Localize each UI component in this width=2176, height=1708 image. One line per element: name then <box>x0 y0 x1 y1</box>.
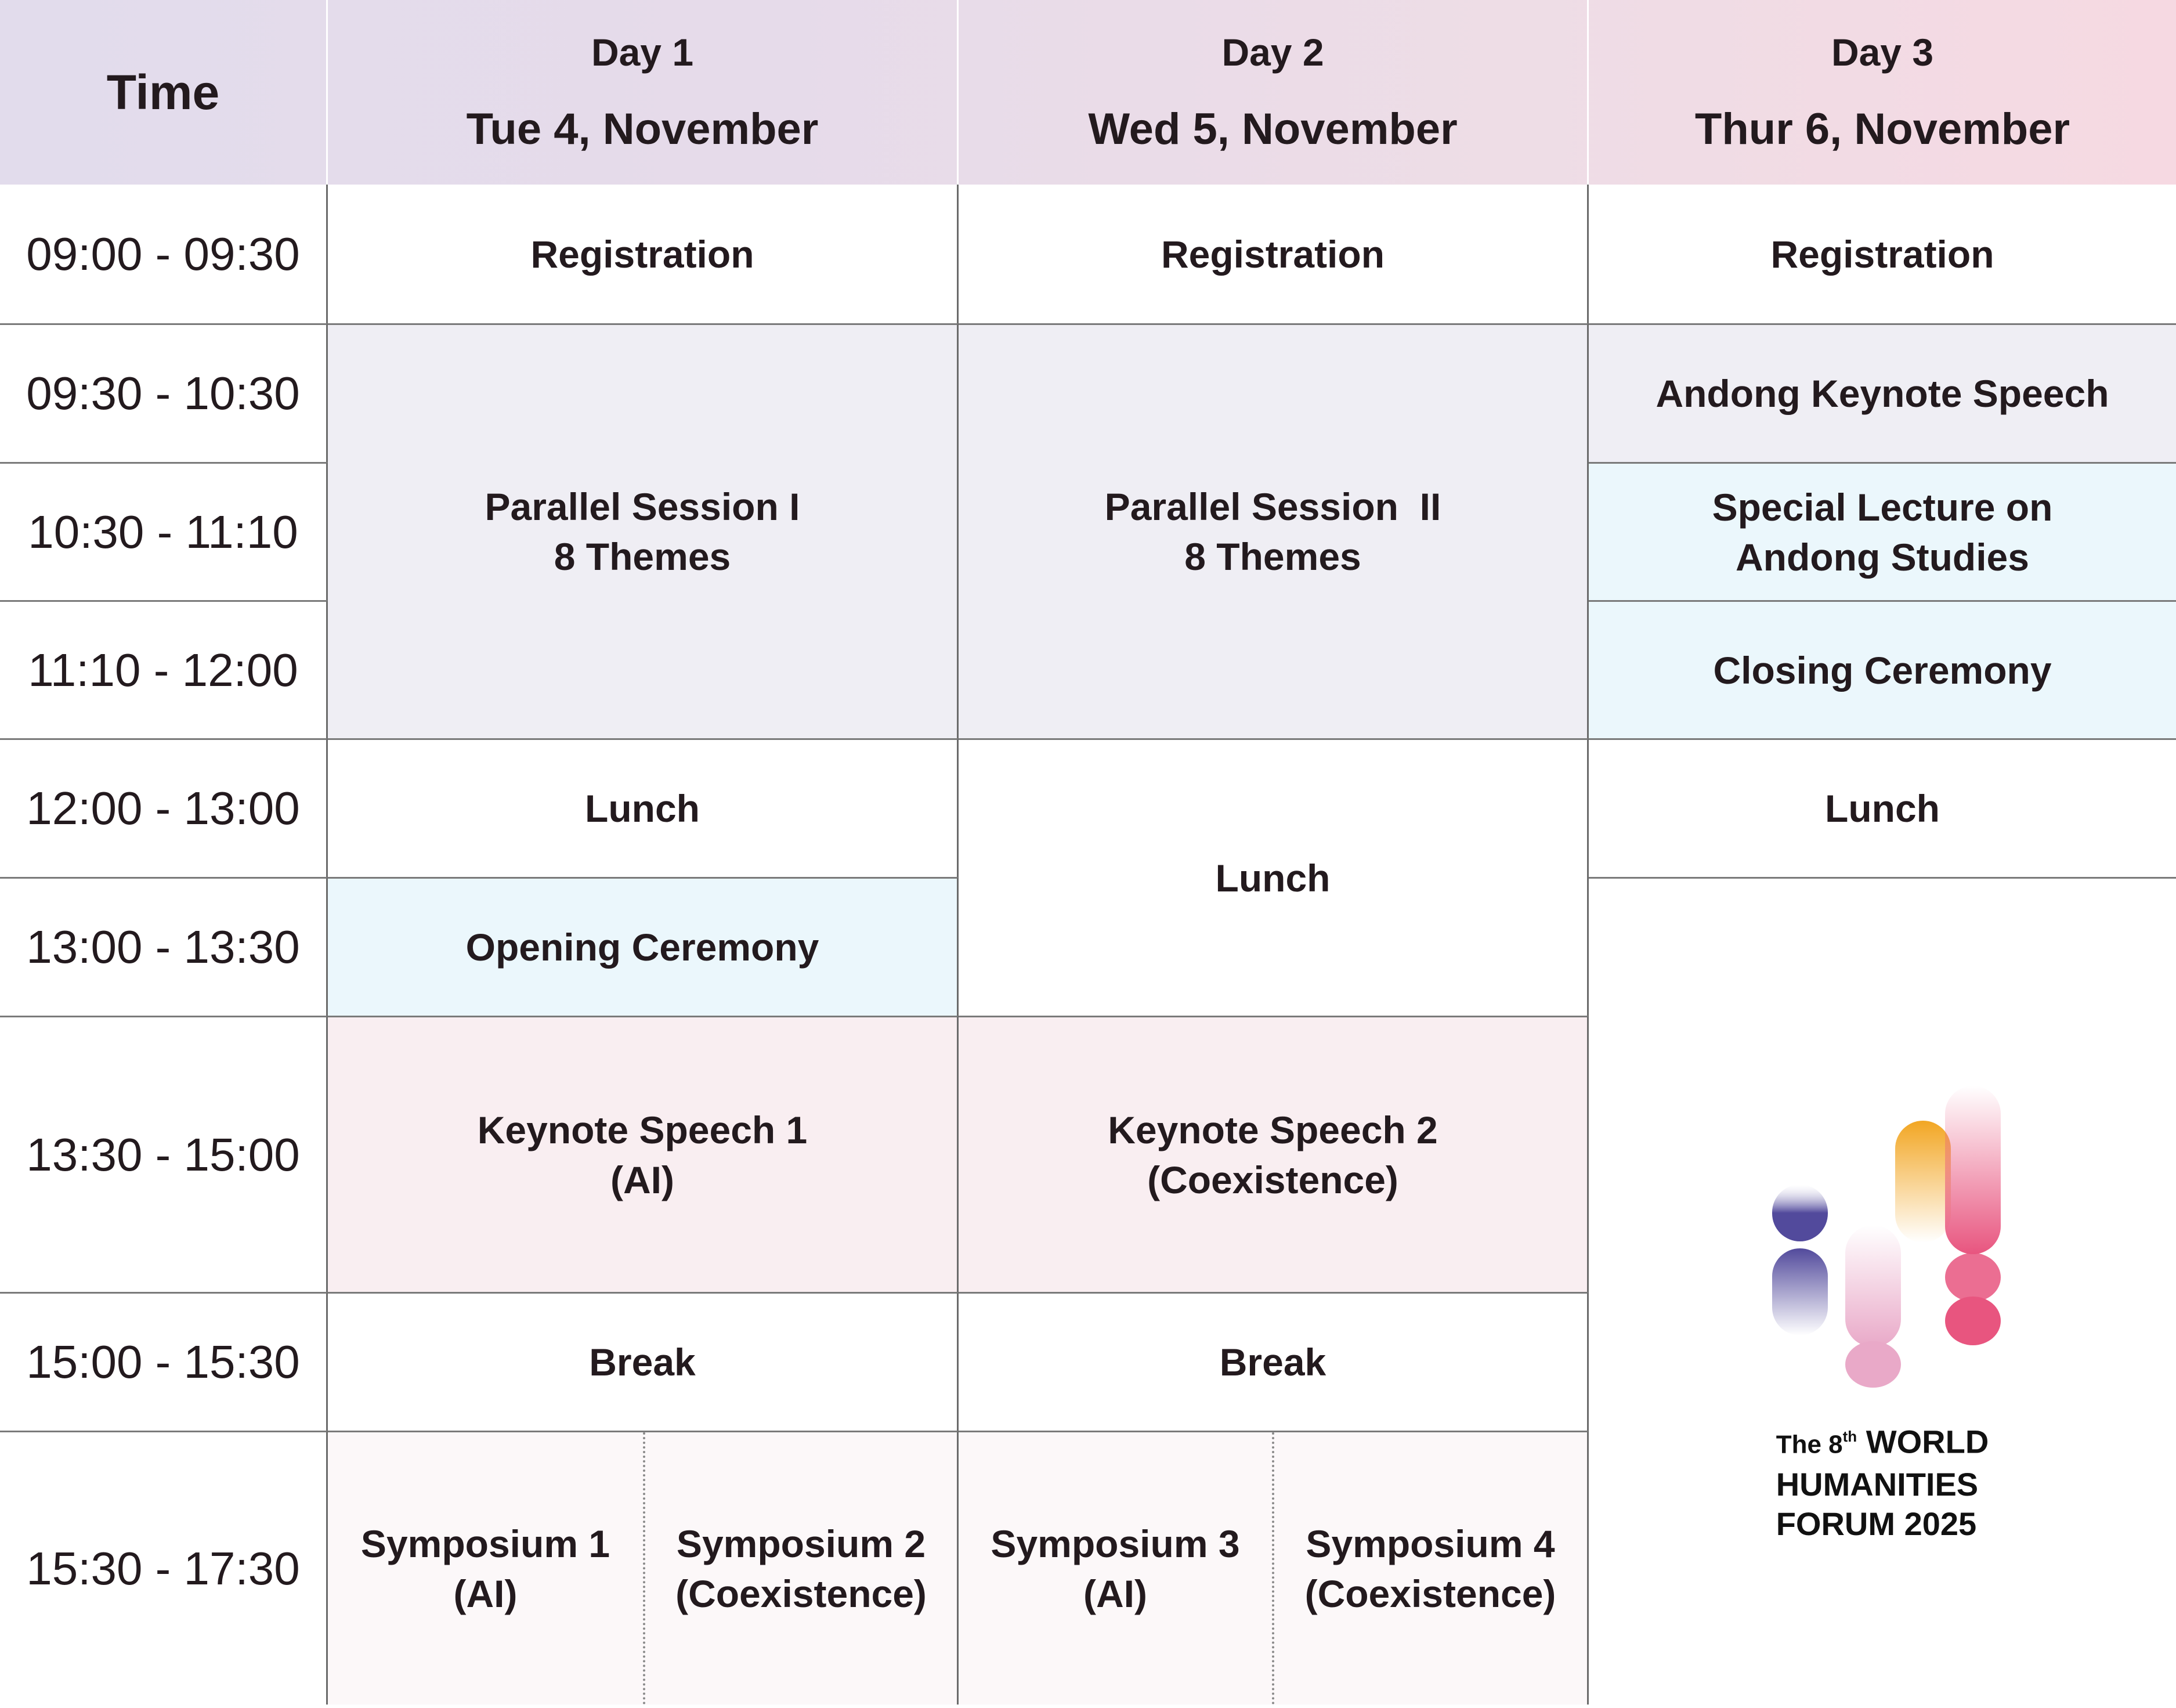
forum-logo <box>1761 1086 2004 1399</box>
day3-logo-area <box>1589 877 2176 1705</box>
day3-closing-label: Closing Ceremony <box>1713 648 2052 692</box>
logo-pink-dot-2 <box>1945 1297 2001 1345</box>
day3-registration-label: Registration <box>1770 232 1994 276</box>
day3-special-lecture <box>1589 462 2176 600</box>
day3-special-title: Special Lecture on <box>1712 485 2053 529</box>
day1-break-label: Break <box>589 1341 696 1384</box>
logo-the: The 8 <box>1776 1430 1843 1459</box>
time-slot <box>0 1016 328 1292</box>
day2-label: Day 2 <box>1221 31 1324 74</box>
day1-symposia <box>328 1431 959 1705</box>
time-slot <box>0 185 328 323</box>
logo-world: WORLD <box>1866 1423 1989 1460</box>
day2-header <box>959 0 1589 185</box>
logo-pink-body <box>1945 1086 2001 1254</box>
logo-orange-body <box>1895 1121 1951 1243</box>
day2-parallel-session <box>959 323 1589 738</box>
logo-lightpink-body <box>1845 1225 1901 1347</box>
symposium-3 <box>959 1432 1272 1705</box>
day2-parallel-title: Parallel Session II <box>1104 485 1441 528</box>
symposium-3-topic: (AI) <box>1083 1572 1147 1615</box>
logo-purple-head <box>1772 1185 1828 1241</box>
symposium-1-topic: (AI) <box>453 1572 518 1615</box>
day3-lunch-label: Lunch <box>1825 787 1940 830</box>
symposium-1-title: Symposium 1 <box>360 1522 610 1565</box>
forum-logo-text <box>1776 1417 1989 1544</box>
time-slot <box>0 323 328 462</box>
day1-opening-ceremony <box>328 877 959 1016</box>
day1-lunch-label: Lunch <box>585 787 700 830</box>
day3-registration <box>1589 185 2176 323</box>
day3-andong-keynote-label: Andong Keynote Speech <box>1656 372 2109 415</box>
symposium-1 <box>328 1432 643 1705</box>
day2-keynote-topic: (Coexistence) <box>1147 1158 1398 1201</box>
logo-forum: FORUM 2025 <box>1776 1505 1977 1542</box>
time-slot-label: 12:00 - 13:00 <box>26 782 300 834</box>
time-slot-label: 09:00 - 09:30 <box>26 228 300 280</box>
day2-lunch <box>959 738 1589 1016</box>
time-slot <box>0 738 328 877</box>
time-slot-label: 13:00 - 13:30 <box>26 921 300 973</box>
symposium-4 <box>1274 1432 1586 1705</box>
day3-andong-keynote <box>1589 323 2176 462</box>
day2-parallel-subtitle: 8 Themes <box>1184 535 1361 578</box>
day2-lunch-label: Lunch <box>1215 856 1331 900</box>
time-slot <box>0 877 328 1016</box>
time-slot-label: 13:30 - 15:00 <box>26 1128 300 1180</box>
logo-pink-dot-1 <box>1945 1253 2001 1302</box>
symposium-2-title: Symposium 2 <box>676 1522 926 1565</box>
day1-break <box>328 1292 959 1431</box>
day1-keynote-topic: (AI) <box>610 1158 674 1201</box>
time-slot <box>0 1292 328 1431</box>
time-slot-label: 15:30 - 17:30 <box>26 1542 300 1594</box>
forum-logo-icon <box>1761 1086 2004 1388</box>
day1-parallel-title: Parallel Session I <box>485 485 800 528</box>
logo-purple-body <box>1772 1248 1828 1335</box>
day2-registration <box>959 185 1589 323</box>
day1-registration-label: Registration <box>530 232 754 276</box>
day2-break <box>959 1292 1589 1431</box>
day1-label: Day 1 <box>591 31 694 74</box>
logo-lightpink-dot <box>1845 1341 1901 1388</box>
time-slot-label: 15:00 - 15:30 <box>26 1336 300 1388</box>
day2-date: Wed 5, November <box>1088 104 1458 154</box>
day1-date: Tue 4, November <box>466 104 819 154</box>
day3-lunch <box>1589 738 2176 877</box>
time-header <box>0 0 328 185</box>
time-slot <box>0 1431 328 1705</box>
day1-header <box>328 0 959 185</box>
day2-break-label: Break <box>1219 1341 1326 1384</box>
time-slot <box>0 600 328 738</box>
symposium-4-topic: (Coexistence) <box>1304 1572 1556 1615</box>
day2-keynote-title: Keynote Speech 2 <box>1108 1108 1438 1151</box>
day3-header <box>1589 0 2176 185</box>
symposium-2 <box>645 1432 957 1705</box>
day1-opening-label: Opening Ceremony <box>465 926 819 969</box>
logo-th: th <box>1842 1428 1857 1446</box>
day1-parallel-subtitle: 8 Themes <box>554 535 731 578</box>
day3-special-subtitle: Andong Studies <box>1736 535 2029 579</box>
day3-closing-ceremony <box>1589 600 2176 738</box>
time-slot <box>0 462 328 600</box>
logo-humanities: HUMANITIES <box>1776 1465 1979 1503</box>
day2-registration-label: Registration <box>1161 232 1385 276</box>
day1-registration <box>328 185 959 323</box>
time-slot-label: 09:30 - 10:30 <box>26 367 300 419</box>
symposium-4-title: Symposium 4 <box>1306 1522 1555 1565</box>
day1-parallel-session <box>328 323 959 738</box>
symposium-2-topic: (Coexistence) <box>675 1572 927 1615</box>
day2-keynote <box>959 1016 1589 1292</box>
day1-lunch <box>328 738 959 877</box>
symposium-3-title: Symposium 3 <box>991 1522 1240 1565</box>
day3-date: Thur 6, November <box>1694 104 2070 154</box>
time-slot-label: 10:30 - 11:10 <box>28 505 298 558</box>
day1-keynote-title: Keynote Speech 1 <box>477 1108 808 1151</box>
time-slot-label: 11:10 - 12:00 <box>28 644 298 696</box>
day3-label: Day 3 <box>1831 31 1934 74</box>
day2-symposia <box>959 1431 1589 1705</box>
day1-keynote <box>328 1016 959 1292</box>
time-header-label: Time <box>106 65 220 120</box>
